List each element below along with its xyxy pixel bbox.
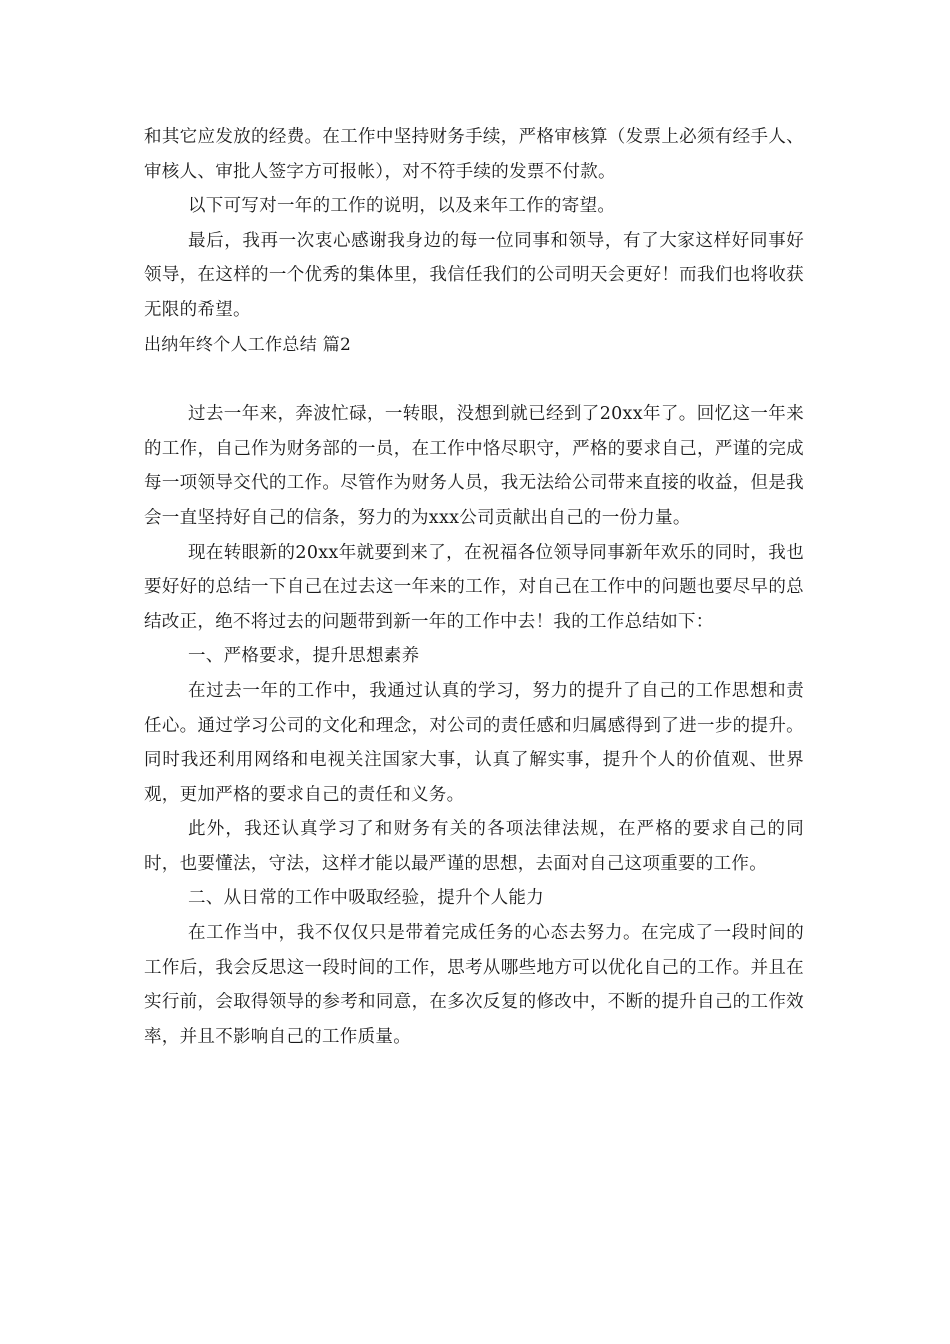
section-title: 出纳年终个人工作总结 篇2 bbox=[144, 334, 352, 355]
paragraph-summary-note: 以下可写对一年的工作的说明，以及来年工作的寄望。 bbox=[188, 196, 616, 217]
paragraph-intro: 过去一年来，奔波忙碌，一转眼，没想到就已经到了20xx年了。回忆这一年来的工作，自己作为财务部的一员，在工作中恪尽职守，严格的要求自己，严谨的完成每一项领导交代的工作。尽管作为财务人员，我无法给公司带来直接的收益，但是我会一直坚持好自己的信条，努力的为xxx公司贡献出自己的一份力量。 bbox=[144, 404, 804, 528]
paragraph-closing: 最后，我再一次衷心感谢我身边的每一位同事和领导，有了大家这样好同事好领导，在这样的一个优秀的集体里，我信任我们的公司明天会更好！而我们也将收获无限的希望。 bbox=[144, 230, 804, 320]
paragraph-new-year: 现在转眼新的20xx年就要到来了，在祝福各位领导同事新年欢乐的同时，我也要好好的总结一下自己在过去这一年来的工作，对自己在工作中的问题也要尽早的总结改正，绝不将过去的问题带到新一年的工作中去！我的工作总结如下： bbox=[144, 542, 804, 632]
heading-experience: 二、从日常的工作中吸取经验，提升个人能力 bbox=[188, 888, 544, 909]
paragraph-efficiency: 在工作当中，我不仅仅只是带着完成任务的心态去努力。在完成了一段时间的工作后，我会反思这一段时间的工作，思考从哪些地方可以优化自己的工作。并且在实行前，会取得领导的参考和同意，在多次反复的修改中，不断的提升自己的工作效率，并且不影响自己的工作质量。 bbox=[144, 923, 804, 1047]
paragraph-learning: 在过去一年的工作中，我通过认真的学习，努力的提升了自己的工作思想和责任心。通过学习公司的文化和理念，对公司的责任感和归属感得到了进一步的提升。同时我还利用网络和电视关注国家大事，认真了解实事，提升个人的价值观、世界观，更加严格的要求自己的责任和义务。 bbox=[144, 680, 804, 805]
paragraph-laws: 此外，我还认真学习了和财务有关的各项法律法规，在严格的要求自己的同时，也要懂法，守法，这样才能以最严谨的思想，去面对自己这项重要的工作。 bbox=[144, 819, 804, 874]
heading-strict-requirements: 一、严格要求，提升思想素养 bbox=[188, 646, 420, 667]
paragraph-continuation: 和其它应发放的经费。在工作中坚持财务手续，严格审核算（发票上必须有经手人、审核人、审批人签字方可报帐），对不符手续的发票不付款。 bbox=[144, 127, 804, 182]
document-body bbox=[144, 120, 804, 1054]
